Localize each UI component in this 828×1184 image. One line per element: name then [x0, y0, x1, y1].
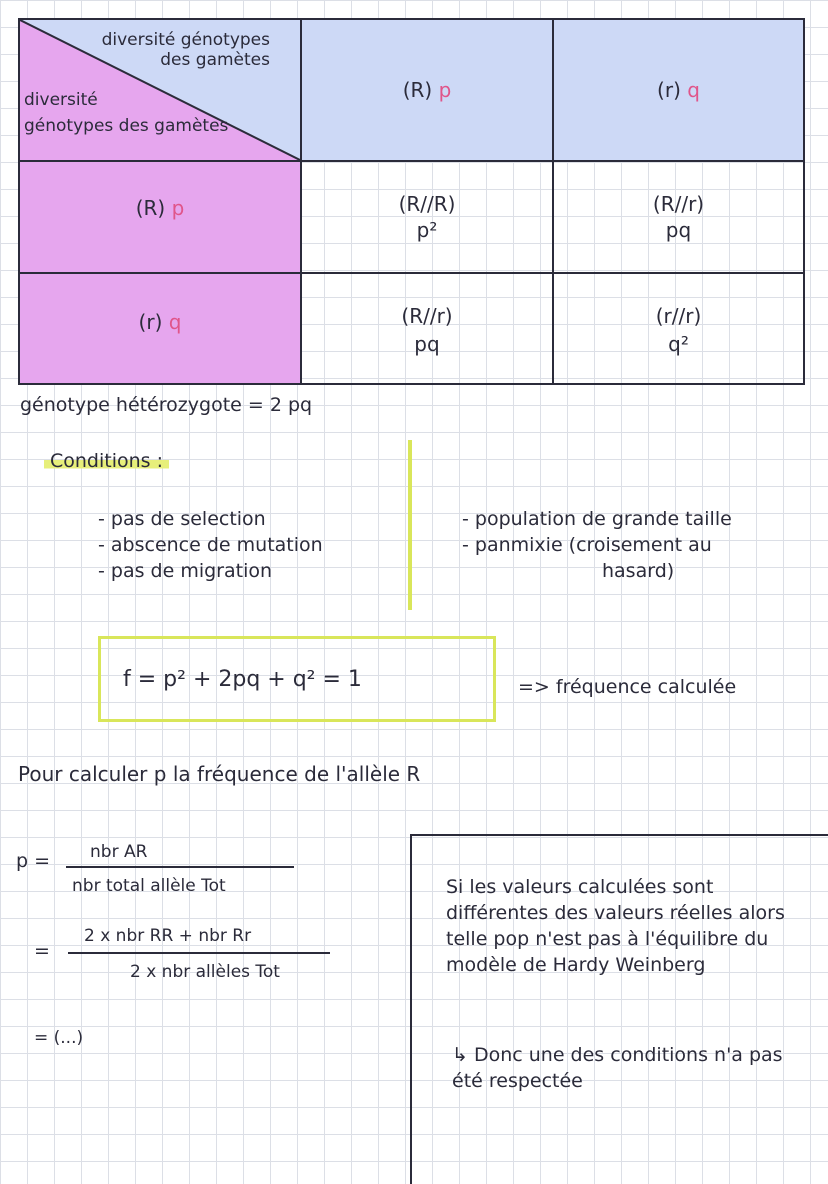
cell-Rr-1-genotype: (R//r) — [652, 192, 705, 216]
col-header-R-freq: p — [438, 78, 452, 102]
condition-item: - pas de selection — [98, 508, 266, 530]
cell-Rr-1-freq: pq — [665, 218, 692, 242]
formula-expression: f = p² + 2pq + q² = 1 — [123, 667, 362, 692]
denominator-1: nbr total allèle Tot — [72, 876, 226, 896]
equals-result: = (...) — [34, 1028, 84, 1048]
corner-bottom-line2: génotypes des gamètes — [24, 116, 229, 136]
condition-item: - abscence de mutation — [98, 534, 323, 556]
corner-bottom-line1: diversité — [24, 90, 98, 110]
condition-item: hasard) — [602, 560, 675, 582]
fraction-line-2 — [68, 952, 330, 954]
corner-top-label: diversité génotypes des gamètes — [101, 30, 270, 70]
numerator-2: 2 x nbr RR + nbr Rr — [84, 926, 252, 946]
col-header-r — [554, 20, 803, 162]
cell-rr — [554, 274, 803, 383]
col-header-R — [302, 20, 554, 162]
heterozygote-line: génotype hétérozygote = 2 pq — [20, 394, 313, 416]
row-header-R — [20, 162, 302, 274]
cell-RR-freq: p² — [416, 218, 438, 242]
col-header-R-allele: (R) — [402, 78, 433, 102]
cell-RR — [302, 162, 554, 274]
cell-RR-genotype: (R//R) — [398, 192, 456, 216]
calc-intro: Pour calculer p la fréquence de l'allèle R — [18, 762, 421, 786]
denominator-2: 2 x nbr allèles Tot — [130, 962, 280, 982]
note-conclusion: ↳ Donc une des conditions n'a pas été respectée — [452, 1044, 783, 1092]
fraction-line-1 — [66, 866, 294, 868]
conditions-divider — [408, 440, 412, 610]
cell-rr-genotype: (r//r) — [655, 304, 702, 328]
punnett-table — [18, 18, 805, 385]
corner-cell — [20, 20, 302, 162]
formula-box — [98, 636, 496, 722]
conditions-left-list — [98, 506, 323, 584]
conditions-right-list — [462, 506, 732, 584]
conditions-title-text: Conditions : — [44, 450, 169, 472]
row-header-r-allele: (r) — [138, 310, 163, 334]
condition-item: - pas de migration — [98, 560, 273, 582]
condition-item: - panmixie (croisement au — [462, 534, 712, 556]
numerator-1: nbr AR — [90, 842, 148, 862]
cell-Rr-2-freq: pq — [414, 332, 440, 356]
condition-item: - population de grande taille — [462, 508, 732, 530]
row-header-r — [20, 274, 302, 383]
col-header-r-allele: (r) — [657, 78, 681, 102]
cell-Rr-2-genotype: (R//r) — [401, 304, 453, 328]
row-header-r-freq: q — [168, 310, 182, 334]
col-header-r-freq: q — [687, 78, 700, 102]
note-text: Si les valeurs calculées sont différentes des valeurs réelles alors telle pop n'est pas à l'équilibre du modèle de Hardy Weinberg — [446, 876, 785, 976]
equals-2: = — [34, 940, 50, 962]
cell-Rr-2 — [302, 274, 554, 383]
conditions-title — [44, 450, 169, 472]
formula-note: => fréquence calculée — [518, 676, 737, 698]
row-header-R-freq: p — [171, 196, 185, 220]
note-box — [410, 834, 828, 1184]
cell-rr-freq: q² — [668, 332, 689, 356]
cell-Rr-1 — [554, 162, 803, 274]
p-label: p = — [16, 850, 51, 872]
row-header-R-allele: (R) — [135, 196, 166, 220]
